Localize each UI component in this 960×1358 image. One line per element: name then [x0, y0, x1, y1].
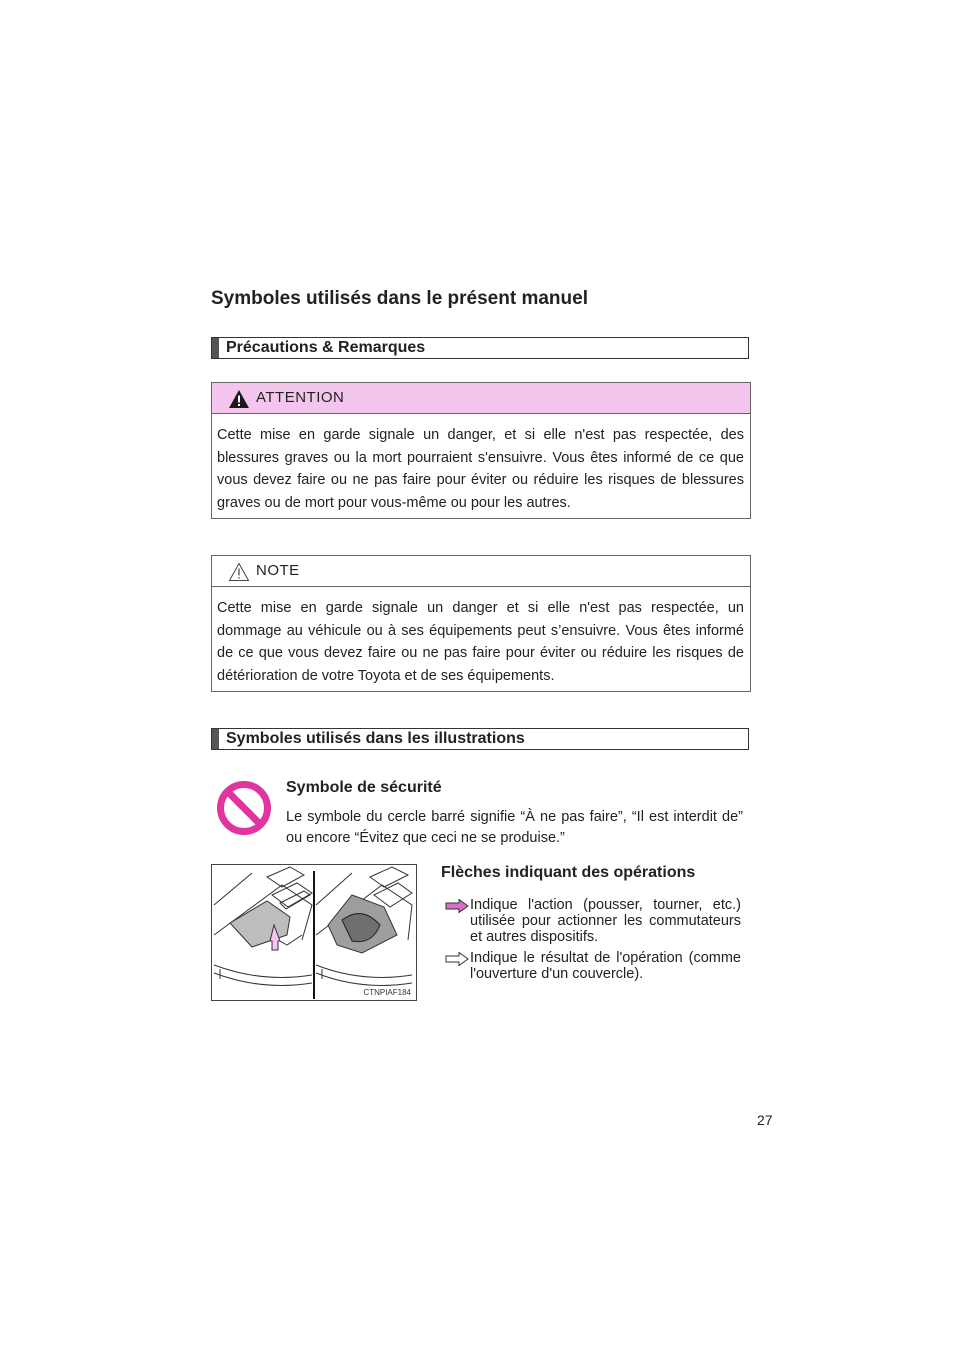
attention-box — [211, 382, 751, 519]
section-tab — [212, 338, 219, 358]
attention-header — [212, 383, 750, 414]
note-text: Cette mise en garde signale un danger et si elle n'est pas respectée, un dommage au véhicule ou à ses équipements peut s’ensuivre. Vous êtes informé de ce que vous devez faire ou ne pas faire pour éviter ou réduire les risques de détérioration de votre Toyota et de ses équipements. — [217, 600, 744, 684]
action-arrow-icon — [445, 899, 469, 913]
section-bar-illustrations — [211, 728, 749, 750]
overhead-console-drawing — [212, 865, 416, 1000]
safety-text: Le symbole du cercle barré signifie “À ne pas faire”, “Il est interdit de” ou encore “Évitez que ceci ne se produise.” — [286, 809, 743, 846]
page-heading: Symboles utilisés dans le présent manuel — [211, 288, 588, 309]
arrows-title: Flèches indiquant des opérations — [441, 864, 696, 881]
action-arrow-text: Indique l'action (pousser, tourner, etc.) utilisée pour actionner les commutateurs et autres dispositifs. — [470, 897, 741, 945]
safety-title: Symbole de sécurité — [286, 779, 442, 796]
warning-triangle-icon — [228, 389, 250, 409]
action-arrow-row — [445, 897, 741, 945]
page-number: 27 — [757, 1112, 773, 1128]
note-header — [212, 556, 750, 587]
note-title: NOTE — [256, 562, 300, 579]
section-tab — [212, 729, 219, 749]
attention-text: Cette mise en garde signale un danger, et si elle n'est pas respectée, des blessures graves ou la mort pourraient s'ensuivre. Vous êtes informé de ce que vous devez faire ou ne pas faire pour éviter ou réduire les risques de blessures graves ou de mort pour vous-même ou pour les autres. — [217, 427, 744, 511]
result-arrow-row — [445, 950, 741, 982]
section-title: Précautions & Remarques — [226, 339, 426, 356]
attention-title: ATTENTION — [256, 389, 345, 406]
caution-triangle-icon — [228, 562, 250, 582]
illustration-code: CTNPIAF184 — [363, 988, 411, 997]
prohibition-icon — [216, 780, 272, 836]
mirror-illustration — [211, 864, 417, 1001]
section-title: Symboles utilisés dans les illustrations — [226, 730, 525, 747]
result-arrow-text: Indique le résultat de l'opération (comme l'ouverture d'un couvercle). — [470, 950, 741, 982]
note-box — [211, 555, 751, 692]
result-arrow-icon — [445, 952, 469, 966]
section-bar-precautions — [211, 337, 749, 359]
